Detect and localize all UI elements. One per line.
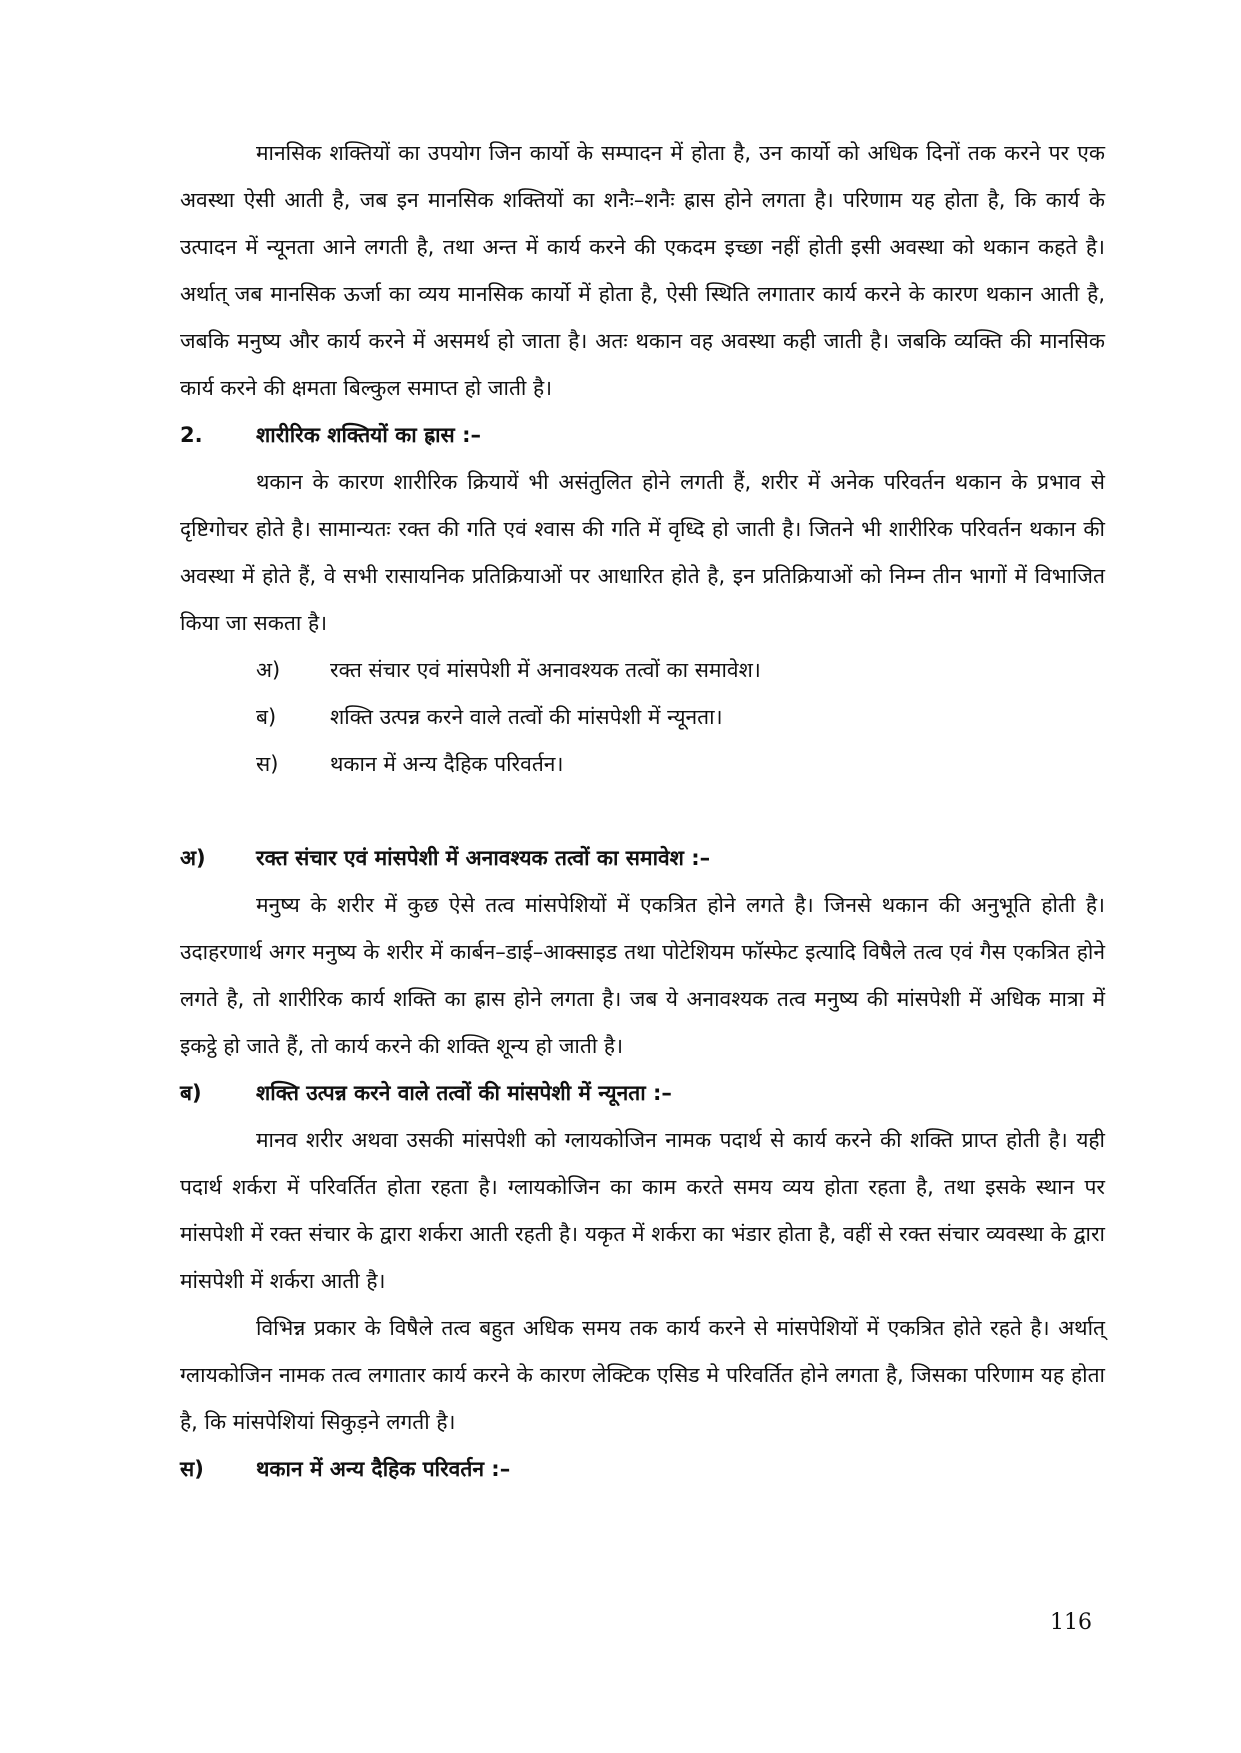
list-marker: स) [256, 752, 279, 776]
section-gap [180, 788, 1105, 835]
heading-text: शारीरिक शक्तियों का ह्रास :– [256, 423, 481, 447]
division-list [180, 647, 1105, 788]
list-item [180, 647, 1105, 694]
list-marker: अ) [256, 658, 281, 682]
list-item [180, 694, 1105, 741]
page-content [180, 130, 1105, 1493]
heading-number: अ) [180, 846, 206, 870]
list-text: शक्ति उत्पन्न करने वाले तत्वों की मांसपेशी में न्यूनता। [330, 705, 723, 729]
paragraph-section-b-2: विभिन्न प्रकार के विषैले तत्व बहुत अधिक समय तक कार्य करने से मांसपेशियों में एकत्रित होते रहते है। अर्थात् ग्लायकोजिन नामक तत्व लगातार कार्य करने के कारण लेक्टिक एसिड मे परिवर्तित होने लगता है, जिसका परिणाम यह होता है, कि मांसपेशियां सिकुड़ने लगती है। [180, 1316, 1105, 1434]
heading-text: रक्त संचार एवं मांसपेशी में अनावश्यक तत्वों का समावेश :– [256, 846, 711, 870]
paragraph-section-b-1: मानव शरीर अथवा उसकी मांसपेशी को ग्लायकोजिन नामक पदार्थ से कार्य करने की शक्ति प्राप्त होती है। यही पदार्थ शर्करा में परिवर्तित होता रहता है। ग्लायकोजिन का काम करते समय व्यय होता रहता है, तथा इसके स्थान पर मांसपेशी में रक्त संचार के द्वारा शर्करा आती रहती है। यकृत में शर्करा का भंडार होता है, वहीं से रक्त संचार व्यवस्था के द्वारा मांसपेशी में शर्करा आती है। [180, 1128, 1105, 1293]
heading-number: ब) [180, 1081, 202, 1105]
list-item [180, 741, 1105, 788]
heading-text: थकान में अन्य दैहिक परिवर्तन :– [256, 1457, 511, 1481]
heading-section-b [180, 1070, 1105, 1117]
heading-text: शक्ति उत्पन्न करने वाले तत्वों की मांसपेशी में न्यूनता :– [256, 1081, 672, 1105]
list-marker: ब) [256, 705, 277, 729]
heading-physical-decline [180, 412, 1105, 459]
heading-section-s [180, 1446, 1105, 1493]
heading-number: 2. [180, 423, 203, 447]
list-text: थकान में अन्य दैहिक परिवर्तन। [330, 752, 564, 776]
paragraph-section-a: मनुष्य के शरीर में कुछ ऐसे तत्व मांसपेशियों में एकत्रित होने लगते है। जिनसे थकान की अनुभूति होती है। उदाहरणार्थ अगर मनुष्य के शरीर में कार्बन–डाई–आक्साइड तथा पोटेशियम फॉस्फेट इत्यादि विषैले तत्व एवं गैस एकत्रित होने लगते है, तो शारीरिक कार्य शक्ति का ह्रास होने लगता है। जब ये अनावश्यक तत्व मनुष्य की मांसपेशी में अधिक मात्रा में इकट्ठे हो जाते हैं, तो कार्य करने की शक्ति शून्य हो जाती है। [180, 893, 1105, 1058]
heading-section-a [180, 835, 1105, 882]
list-text: रक्त संचार एवं मांसपेशी में अनावश्यक तत्वों का समावेश। [330, 658, 761, 682]
paragraph-physical-changes: थकान के कारण शारीरिक क्रियायें भी असंतुलित होने लगती हैं, शरीर में अनेक परिवर्तन थकान के प्रभाव से दृष्टिगोचर होते है। सामान्यतः रक्त की गति एवं श्वास की गति में वृध्दि हो जाती है। जितने भी शारीरिक परिवर्तन थकान की अवस्था में होते हैं, वे सभी रासायनिक प्रतिक्रियाओं पर आधारित होते है, इन प्रतिक्रियाओं को निम्न तीन भागों में विभाजित किया जा सकता है। [180, 470, 1105, 635]
heading-number: स) [180, 1457, 204, 1481]
paragraph-mental-fatigue: मानसिक शक्तियों का उपयोग जिन कार्यो के सम्पादन में होता है, उन कार्यो को अधिक दिनों तक करने पर एक अवस्था ऐसी आती है, जब इन मानसिक शक्तियों का शनैः–शनैः ह्रास होने लगता है। परिणाम यह होता है, कि कार्य के उत्पादन में न्यूनता आने लगती है, तथा अन्त में कार्य करने की एकदम इच्छा नहीं होती इसी अवस्था को थकान कहते है। अर्थात् जब मानसिक ऊर्जा का व्यय मानसिक कार्यो में होता है, ऐसी स्थिति लगातार कार्य करने के कारण थकान आती है, जबकि मनुष्य और कार्य करने में असमर्थ हो जाता है। अतः थकान वह अवस्था कही जाती है। जबकि व्यक्ति की मानसिक कार्य करने की क्षमता बिल्कुल समाप्त हो जाती है। [180, 141, 1105, 400]
page-number: 116 [1050, 1610, 1092, 1635]
